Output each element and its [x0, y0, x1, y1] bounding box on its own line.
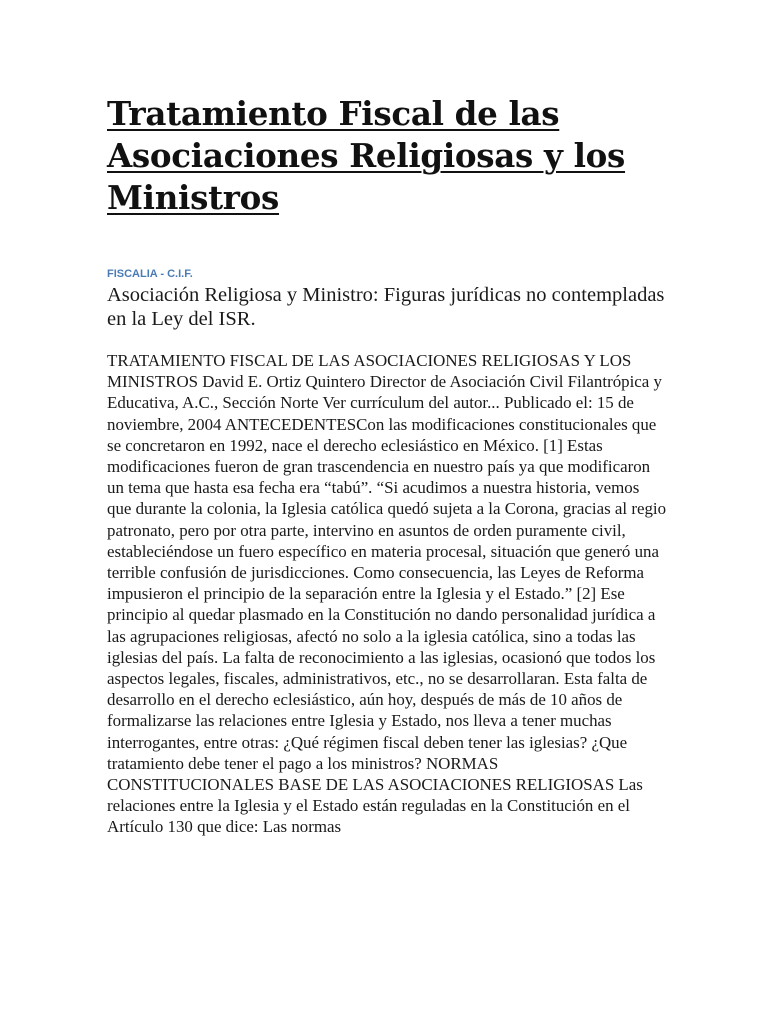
body-text: TRATAMIENTO FISCAL DE LAS ASOCIACIONES RELIGIOSAS Y LOS MINISTROS David E. Ortiz Quintero Director de Asociación Civil Filantrópica y Educativa, A.C., Sección Norte Ver currículum del autor... Publicado el: 15 de noviembre, 2004 ANTECEDENTESCon las modificaciones constitucionales que se concretaron en 1992, nace el derecho eclesiástico en México. [1] Estas modificaciones fueron de gran trascendencia en nuestro país ya que modificaron un tema que hasta esa fecha era “tabú”. “Si acudimos a nuestra historia, vemos que durante la colonia, la Iglesia católica quedó sujeta a la Corona, gracias al regio patronato, pero por otra parte, intervino en asuntos de orden puramente civil, estableciéndose un fuero específico en materia procesal, situación que generó una terrible confusión de jurisdicciones. Como consecuencia, las Leyes de Reforma impusieron el principio de la separación entre la Iglesia y el Estado.” [2] Ese principio al quedar plasmado en la Constitución no dando personalidad jurídica a las agrupaciones religiosas, afectó no solo a la iglesia católica, sino a todas las iglesias del país. La falta de reconocimiento a las iglesias, ocasionó que todos los aspectos legales, fiscales, administrativos, etc., no se desarrollaran. Esta falta de desarrollo en el derecho eclesiástico, aún hoy, después de más de 10 años de formalizarse las relaciones entre Iglesia y Estado, nos lleva a tener muchas interrogantes, entre otras: ¿Qué régimen fiscal deben tener las iglesias? ¿Que tratamiento debe tener el pago a los ministros? NORMAS CONSTITUCIONALES BASE DE LAS ASOCIACIONES RELIGIOSAS Las relaciones entre la Iglesia y el Estado están reguladas en la Constitución en el Artículo 130 que dice: Las normas — [107, 351, 667, 837]
source-label: FISCALIA - C.I.F. — [107, 268, 193, 280]
document-page — [107, 93, 667, 838]
document-subtitle: Asociación Religiosa y Ministro: Figuras jurídicas no contempladas en la Ley del ISR. — [107, 284, 665, 330]
document-title: Tratamiento Fiscal de las Asociaciones Religiosas y los Ministros — [107, 94, 626, 217]
